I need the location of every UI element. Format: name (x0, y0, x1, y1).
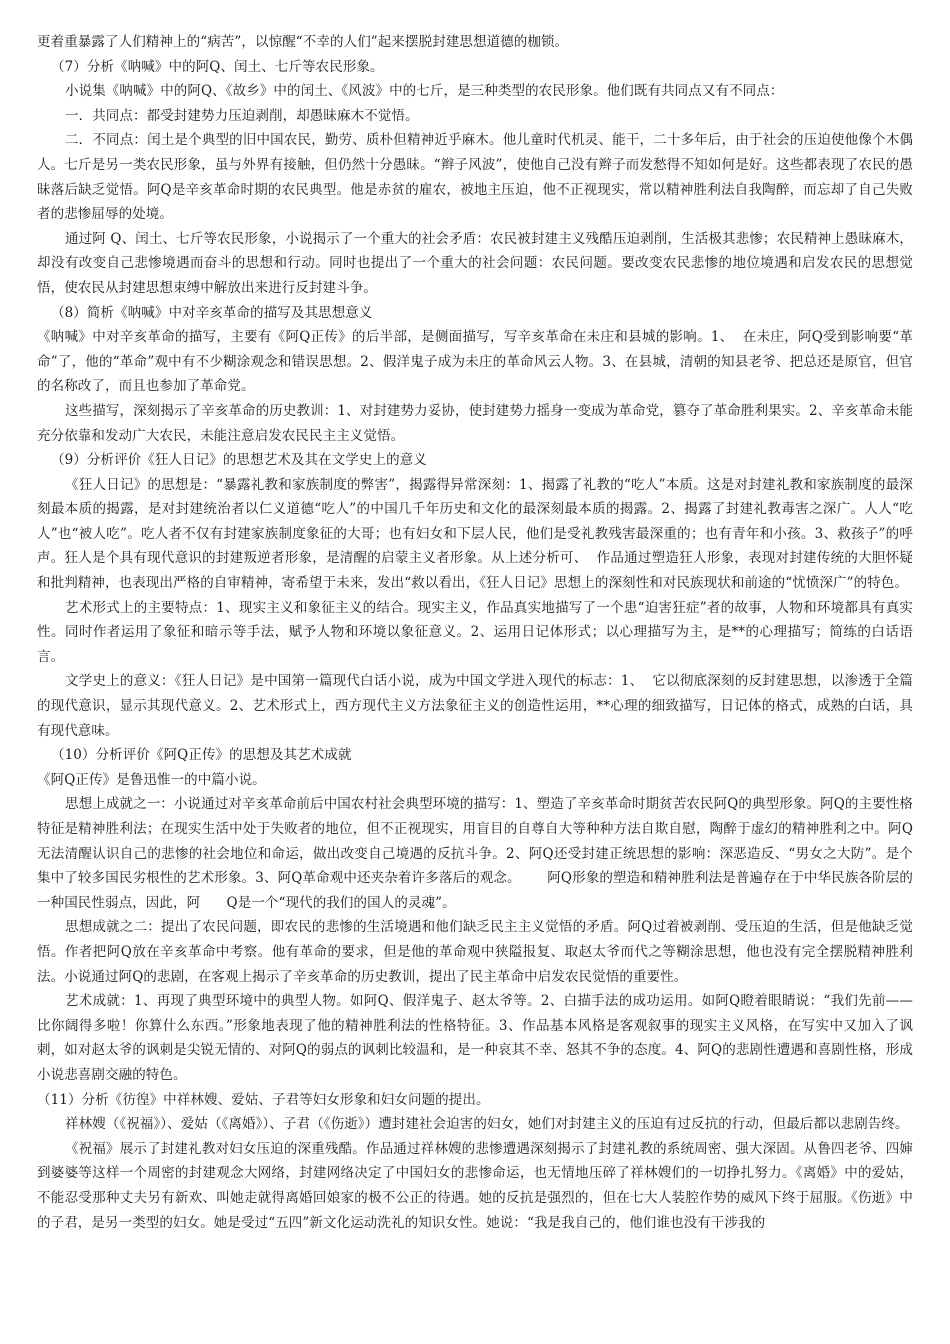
paragraph: 《祝福》展示了封建礼教对妇女压迫的深重残酷。作品通过祥林嫂的悲惨遭遇深刻揭示了封建礼教的系统周密、强大深固。从鲁四老爷、四婶到婆婆等这样一个周密的封建观念大网络，封建网络决定了中国妇女的悲惨命运，也无情地压碎了祥林嫂们的一切挣扎努力。《离婚》中的爱姑，不能忍受那种丈夫另有新欢、叫她走就得离婚回娘家的极不公正的待遇。她的反抗是强烈的，但在七大人装腔作势的威风下终于屈服。《伤逝》中的子君，是另一类型的妇女。她是受过“五四”新文化运动洗礼的知识女性。她说：“我是我自己的，他们谁也没有干涉我的 (37, 1140, 913, 1231)
section-heading: （8）简析《呐喊》中对辛亥革命的描写及其思想意义 (51, 304, 373, 321)
paragraph: 这些描写，深刻揭示了辛亥革命的历史教训：1、对封建势力妥协，使封建势力摇身一变成为革命党，篡夺了革命胜利果实。2、辛亥革命未能充分依靠和发动广大农民，未能注意启发农民民主主义觉悟。 (37, 402, 913, 444)
paragraph: 艺术形式上的主要特点：1、现实主义和象征主义的结合。现实主义，作品真实地描写了一个患“迫害狂症”者的故事，人物和环境都具有真实性。同时作者运用了象征和暗示等手法，赋予人物和环境以象征意义。2、运用日记体形式；以心理描写为主，是**的心理描写；简练的白话语言。 (37, 599, 913, 665)
paragraph: 艺术成就：1、再现了典型环境中的典型人物。如阿Q、假洋鬼子、赵太爷等。2、白描手法的成功运用。如阿Q瞪着眼睛说：“我们先前——比你阔得多啦！你算什么东西。”形象地表现了他的精神胜利法的性格特征。3、作品基本风格是客观叙事的现实主义风格，在写实中又加入了讽刺，如对赵太爷的讽刺是尖锐无情的、对阿Q的弱点的讽刺比较温和，是一种哀其不幸、怒其不争的态度。4、阿Q的悲剧性遭遇和喜剧性格，形成小说悲喜剧交融的特色。 (37, 993, 913, 1083)
paragraph: 思想成就之二：提出了农民问题，即农民的悲惨的生活境遇和他们缺乏民主主义觉悟的矛盾。阿Q过着被剥削、受压迫的生活，但是他缺乏觉悟。作者把阿Q放在辛亥革命中考察。他有革命的要求，但是他的革命观中狭隘报复、取赵太爷而代之等糊涂思想，他也没有完全摆脱精神胜利法。小说通过阿Q的悲剧，在客观上揭示了辛亥革命的历史教训，提出了民主革命中启发农民觉悟的重要性。 (37, 919, 913, 985)
paragraph: 《呐喊》中对辛亥革命的描写，主要有《阿Q正传》的后半部，是侧面描写，写辛亥革命在未庄和县城的影响。1、 在未庄，阿Q受到影响要“革命”了，他的“革命”观中有不少糊涂观念和错误思想。2、假洋鬼子成为未庄的革命风云人物。3、在县城，清朝的知县老爷、把总还是原官，但官的名称改了，而且也参加了革命党。 (37, 329, 913, 395)
paragraph: 《狂人日记》的思想是：“暴露礼教和家族制度的弊害”，揭露得异常深刻：1、揭露了礼教的“吃人”本质。这是对封建礼教和家族制度的最深刻最本质的揭露，是对封建统治者以仁义道德“吃人”的中国几千年历史和文化的最深刻最本质的揭露。2、揭露了封建礼教毒害之深广。人人“吃人”也“被人吃”。吃人者不仅有封建家族制度象征的大哥；也有妇女和下层人民，他们是受礼教残害最深重的；也有青年和小孩。3、救孩子”的呼声。狂人是个具有现代意识的封建叛逆者形象，是清醒的启蒙主义者形象。从上述分析可、 作品通过塑造狂人形象，表现对封建传统的大胆怀疑和批判精神，也表现出严格的自审精神，寄希望于未来，发出“救以看出，《狂人日记》思想上的深刻性和对民族现状和前途的“忧愤深广”的特色。 (37, 476, 913, 592)
paragraph: 一．共同点：都受封建势力压迫剥削，却愚昧麻木不觉悟。 (65, 107, 419, 124)
paragraph: 通过阿 Q、闰土、七斤等农民形象，小说揭示了一个重大的社会矛盾：农民被封建主义残酷压迫剥削，生活极其悲惨；农民精神上愚昧麻木，却没有改变自己悲惨境遇而奋斗的思想和行动。同时也提出了一个重大的社会问题：农民问题。要改变农民悲惨的地位境遇和启发农民的思想觉悟，使农民从封建思想束缚中解放出来进行反封建斗争。 (37, 230, 913, 296)
section-heading: （10）分析评价《阿Q正传》的思想及其艺术成就 (51, 747, 352, 764)
section-heading: （11）分析《彷徨》中祥林嫂、爱姑、子君等妇女形象和妇女问题的提出。 (37, 1091, 490, 1108)
paragraph: 二．不同点：闰土是个典型的旧中国农民，勤劳、质朴但精神近乎麻木。他儿童时代机灵、能干，二十多年后，由于社会的压迫使他像个木偶人。七斤是另一类农民形象，虽与外界有接触，但仍然十分愚昧。“辫子风波”，使他自己没有辫子而发愁得不知如何是好。这些都表现了农民的愚昧落后缺乏觉悟。阿Q是辛亥革命时期的农民典型。他是赤贫的雇农，被地主压迫，他不正视现实，常以精神胜利法自我陶醉，而忘却了自己失败者的悲惨屈辱的处境。 (37, 132, 913, 223)
section-heading: （9）分析评价《狂人日记》的思想艺术及其在文学史上的意义 (51, 452, 427, 469)
section-heading: （7）分析《呐喊》中的阿Q、闰土、七斤等农民形象。 (51, 58, 384, 75)
paragraph: 小说集《呐喊》中的阿Q、《故乡》中的闰土、《风波》中的七斤，是三种类型的农民形象。他们既有共同点又有不同点： (65, 83, 784, 100)
paragraph: 祥林嫂（《祝福》）、爱姑（《离婚》）、子君（《伤逝》）遭封建社会迫害的妇女，她们对封建主义的压迫有过反抗的行动，但最后都以悲剧告终。 (65, 1116, 909, 1133)
paragraph: 《阿Q正传》是鲁迅惟一的中篇小说。 (37, 771, 266, 788)
paragraph: 思想上成就之一：小说通过对辛亥革命前后中国农村社会典型环境的描写：1、塑造了辛亥革命时期贫苦农民阿Q的典型形象。阿Q的主要性格特征是精神胜利法；在现实生活中处于失败者的地位，但不正视现实，用盲目的自尊自大等种种方法自欺自慰，陶醉于虚幻的精神胜利之中。阿Q无法清醒认识自己的悲惨的社会地位和命运，做出改变自己境遇的反抗斗争。2、阿Q还受封建正统思想的影响：深恶造反、“男女之大防”。是个集中了较多国民劣根性的艺术形象。3、阿Q革命观中还夹杂着许多落后的观念。 阿Q形象的塑造和精神胜利法是普遍存在于中华民族各阶层的一种国民性弱点，因此，阿 Q是一个“现代的我们的国人的灵魂”。 (37, 796, 913, 911)
paragraph: 更着重暴露了人们精神上的“病苦”，以惊醒“不幸的人们”起来摆脱封建思想道德的枷锁。 (37, 34, 569, 50)
paragraph: 文学史上的意义：《狂人日记》是中国第一篇现代白话小说，成为中国文学进入现代的标志：1、 它以彻底深刻的反封建思想，以渗透于全篇的现代意识，显示其现代意义。2、艺术形式上，西方现代主义方法象征主义的创造性运用，**心理的细致描写，日记体的格式，成熟的白话，具有现代意味。 (37, 673, 913, 739)
